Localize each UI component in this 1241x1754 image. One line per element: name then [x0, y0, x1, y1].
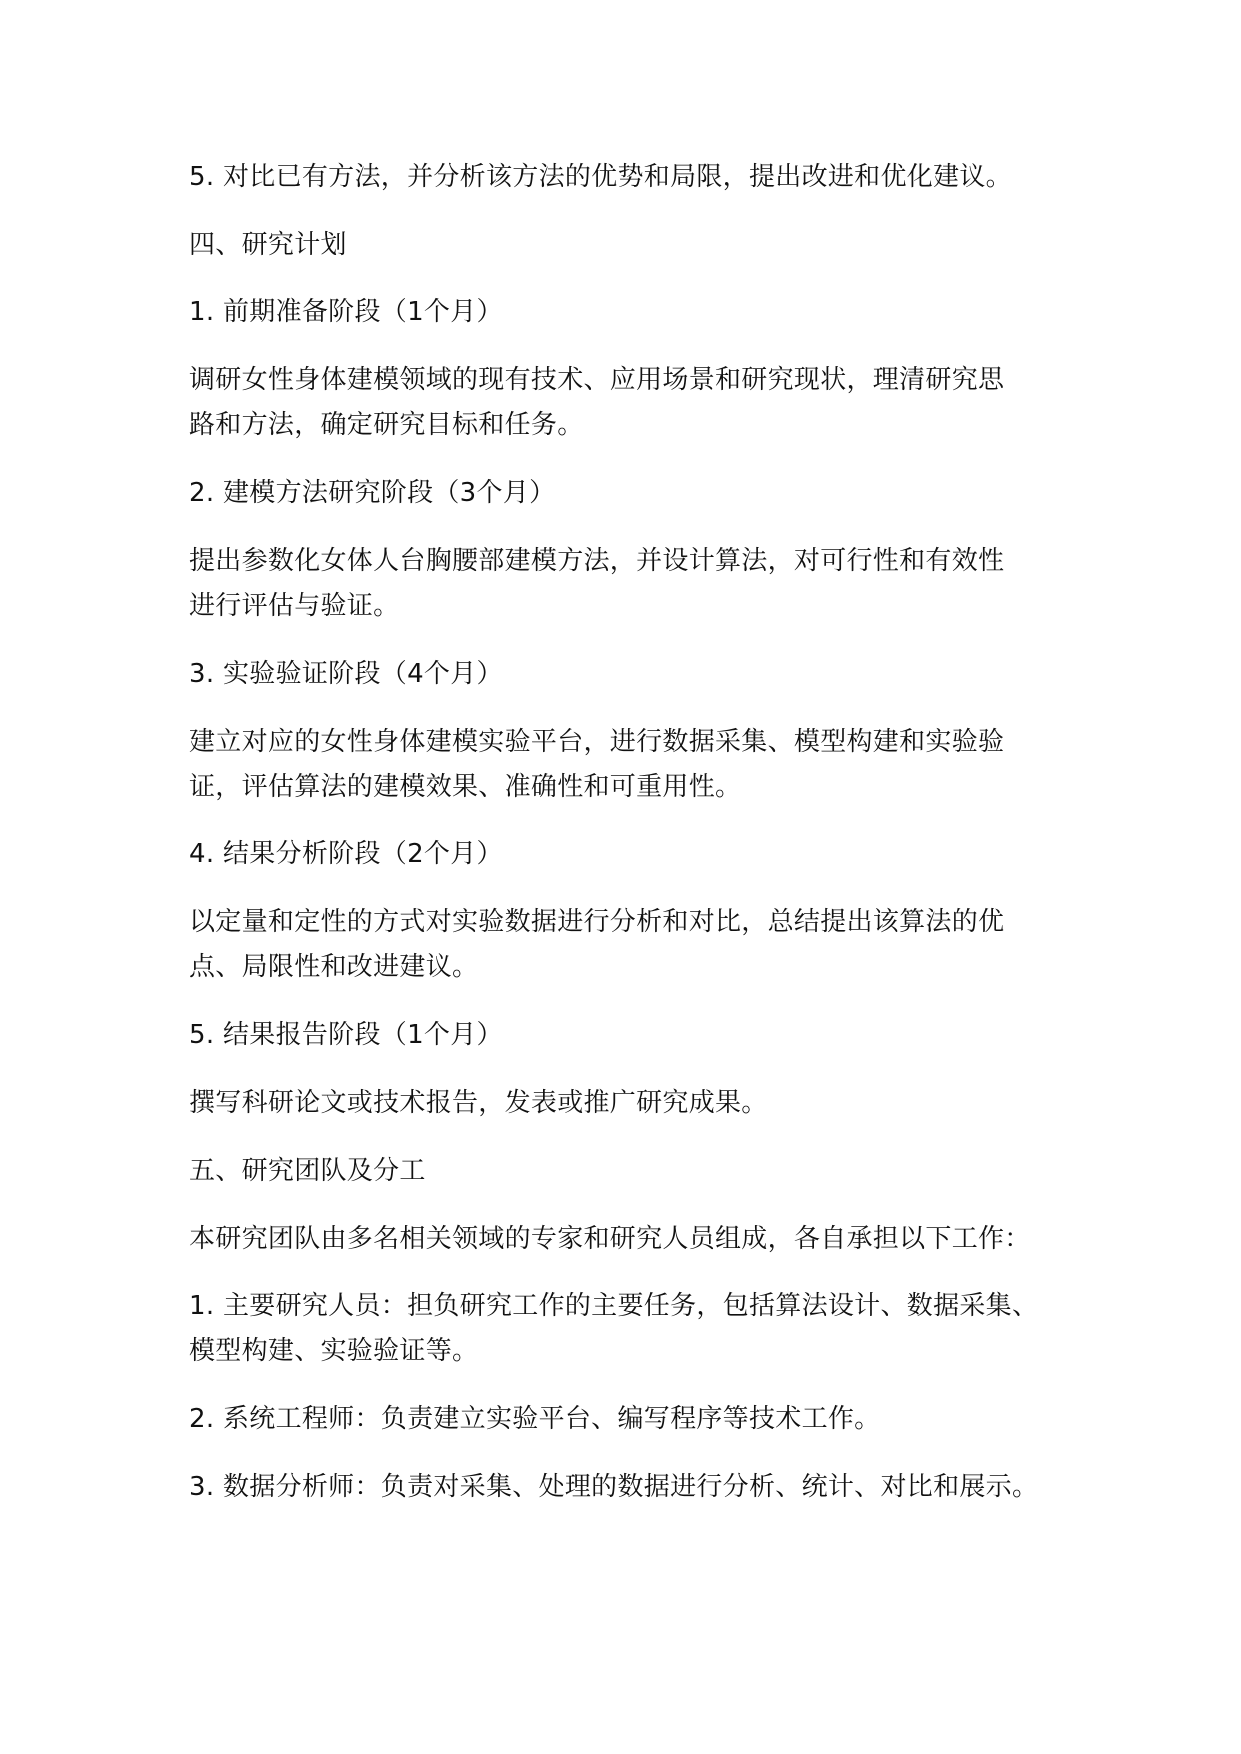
phase-report-heading: 5. 结果报告阶段（1个月） [189, 1020, 503, 1050]
team-intro-text: 本研究团队由多名相关领域的专家和研究人员组成，各自承担以下工作： [189, 1224, 1031, 1254]
phase-analysis-text-line-1: 以定量和定性的方式对实验数据进行分析和对比，总结提出该算法的优 [189, 907, 1005, 937]
phase-analysis-heading: 4. 结果分析阶段（2个月） [189, 839, 503, 869]
phase-modeling-text-line-1: 提出参数化女体人台胸腰部建模方法，并设计算法，对可行性和有效性 [189, 546, 1005, 576]
phase-preparation-heading: 1. 前期准备阶段（1个月） [189, 297, 503, 327]
phase-preparation-text-line-2: 路和方法，确定研究目标和任务。 [189, 410, 584, 440]
phase-modeling-heading: 2. 建模方法研究阶段（3个月） [189, 478, 556, 508]
phase-report-text: 撰写科研论文或技术报告，发表或推广研究成果。 [189, 1088, 768, 1118]
team-role-researcher-line-2: 模型构建、实验验证等。 [189, 1336, 479, 1366]
phase-experiment-text-line-1: 建立对应的女性身体建模实验平台，进行数据采集、模型构建和实验验 [189, 727, 1005, 757]
team-role-researcher-line-1: 1. 主要研究人员：担负研究工作的主要任务，包括算法设计、数据采集、 [189, 1291, 1039, 1321]
team-role-analyst: 3. 数据分析师：负责对采集、处理的数据进行分析、统计、对比和展示。 [189, 1472, 1039, 1502]
team-role-engineer: 2. 系统工程师：负责建立实验平台、编写程序等技术工作。 [189, 1404, 881, 1434]
phase-analysis-text-line-2: 点、局限性和改进建议。 [189, 952, 479, 982]
section-heading-team: 五、研究团队及分工 [189, 1156, 426, 1186]
phase-experiment-text-line-2: 证，评估算法的建模效果、准确性和可重用性。 [189, 772, 742, 802]
phase-experiment-heading: 3. 实验验证阶段（4个月） [189, 659, 503, 689]
phase-preparation-text-line-1: 调研女性身体建模领域的现有技术、应用场景和研究现状，理清研究思 [189, 365, 1005, 395]
item-compare-methods: 5. 对比已有方法，并分析该方法的优势和局限，提出改进和优化建议。 [189, 162, 1012, 192]
phase-modeling-text-line-2: 进行评估与验证。 [189, 591, 400, 621]
section-heading-research-plan: 四、研究计划 [189, 230, 347, 260]
